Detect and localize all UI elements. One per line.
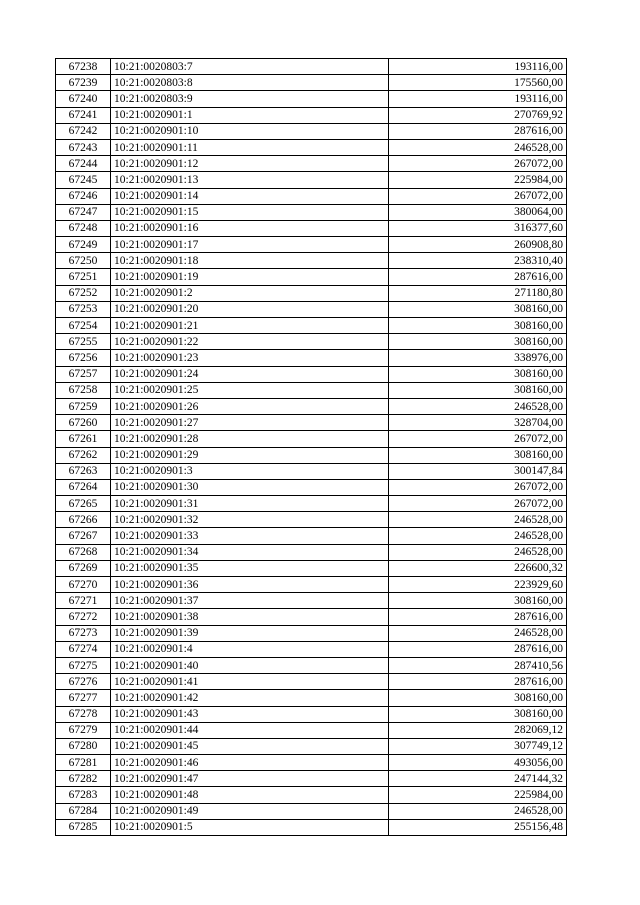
cadastral-value-cell: 226600,32: [389, 560, 567, 576]
cadastral-number-cell: 10:21:0020901:18: [111, 253, 389, 269]
cadastral-number-cell: 10:21:0020901:32: [111, 512, 389, 528]
row-number-cell: 67274: [56, 641, 111, 657]
table-row: [56, 512, 567, 528]
row-number-cell: 67265: [56, 496, 111, 512]
cadastral-number-cell: 10:21:0020901:14: [111, 188, 389, 204]
cadastral-number-cell: 10:21:0020901:16: [111, 220, 389, 236]
cadastral-number-cell: 10:21:0020901:42: [111, 690, 389, 706]
row-number-cell: 67258: [56, 382, 111, 398]
cadastral-value-cell: 308160,00: [389, 301, 567, 317]
table-row: [56, 657, 567, 673]
cadastral-value-cell: 287616,00: [389, 269, 567, 285]
cadastral-number-cell: 10:21:0020901:22: [111, 334, 389, 350]
table-row: [56, 609, 567, 625]
cadastral-value-cell: 287616,00: [389, 123, 567, 139]
table-row: [56, 139, 567, 155]
row-number-cell: 67268: [56, 544, 111, 560]
cadastral-value-cell: 338976,00: [389, 350, 567, 366]
cadastral-number-cell: 10:21:0020901:39: [111, 625, 389, 641]
row-number-cell: 67269: [56, 560, 111, 576]
cadastral-value-cell: 308160,00: [389, 318, 567, 334]
table-row: [56, 269, 567, 285]
table-row: [56, 398, 567, 414]
row-number-cell: 67249: [56, 237, 111, 253]
row-number-cell: 67273: [56, 625, 111, 641]
row-number-cell: 67252: [56, 285, 111, 301]
table-row: [56, 91, 567, 107]
table-row: [56, 123, 567, 139]
row-number-cell: 67239: [56, 75, 111, 91]
table-row: [56, 544, 567, 560]
row-number-cell: 67242: [56, 123, 111, 139]
cadastral-value-cell: 238310,40: [389, 253, 567, 269]
cadastral-value-cell: 267072,00: [389, 188, 567, 204]
cadastral-number-cell: 10:21:0020901:44: [111, 722, 389, 738]
cadastral-number-cell: 10:21:0020901:33: [111, 528, 389, 544]
row-number-cell: 67279: [56, 722, 111, 738]
cadastral-number-cell: 10:21:0020901:27: [111, 415, 389, 431]
table-row: [56, 738, 567, 754]
row-number-cell: 67244: [56, 156, 111, 172]
cadastral-value-cell: 246528,00: [389, 139, 567, 155]
cadastral-number-cell: 10:21:0020901:37: [111, 593, 389, 609]
row-number-cell: 67262: [56, 447, 111, 463]
cadastral-value-cell: 246528,00: [389, 512, 567, 528]
cadastral-number-cell: 10:21:0020901:15: [111, 204, 389, 220]
table-row: [56, 771, 567, 787]
table-row: [56, 706, 567, 722]
table-row: [56, 334, 567, 350]
cadastral-number-cell: 10:21:0020901:28: [111, 431, 389, 447]
row-number-cell: 67255: [56, 334, 111, 350]
row-number-cell: 67246: [56, 188, 111, 204]
cadastral-value-cell: 246528,00: [389, 803, 567, 819]
cadastral-number-cell: 10:21:0020901:38: [111, 609, 389, 625]
cadastral-number-cell: 10:21:0020901:46: [111, 755, 389, 771]
table-row: [56, 366, 567, 382]
cadastral-number-cell: 10:21:0020901:20: [111, 301, 389, 317]
row-number-cell: 67276: [56, 674, 111, 690]
row-number-cell: 67270: [56, 577, 111, 593]
cadastral-number-cell: 10:21:0020901:48: [111, 787, 389, 803]
table-row: [56, 819, 567, 835]
table-row: [56, 172, 567, 188]
cadastral-value-cell: 287410,56: [389, 657, 567, 673]
table-row: [56, 787, 567, 803]
cadastral-value-cell: 287616,00: [389, 641, 567, 657]
table-row: [56, 253, 567, 269]
cadastral-number-cell: 10:21:0020803:7: [111, 59, 389, 75]
cadastral-value-cell: 308160,00: [389, 334, 567, 350]
cadastral-number-cell: 10:21:0020901:47: [111, 771, 389, 787]
table-row: [56, 220, 567, 236]
cadastral-number-cell: 10:21:0020901:36: [111, 577, 389, 593]
table-body: [56, 59, 567, 836]
table-row: [56, 318, 567, 334]
table-row: [56, 107, 567, 123]
cadastral-value-cell: 193116,00: [389, 59, 567, 75]
cadastral-value-cell: 246528,00: [389, 625, 567, 641]
cadastral-value-cell: 307749,12: [389, 738, 567, 754]
cadastral-number-cell: 10:21:0020901:1: [111, 107, 389, 123]
cadastral-value-cell: 267072,00: [389, 479, 567, 495]
table-row: [56, 690, 567, 706]
row-number-cell: 67257: [56, 366, 111, 382]
row-number-cell: 67254: [56, 318, 111, 334]
cadastral-value-cell: 225984,00: [389, 787, 567, 803]
cadastral-value-cell: 270769,92: [389, 107, 567, 123]
row-number-cell: 67264: [56, 479, 111, 495]
table-row: [56, 674, 567, 690]
cadastral-value-cell: 260908,80: [389, 237, 567, 253]
table-row: [56, 75, 567, 91]
cadastral-value-cell: 308160,00: [389, 447, 567, 463]
row-number-cell: 67250: [56, 253, 111, 269]
cadastral-number-cell: 10:21:0020901:31: [111, 496, 389, 512]
cadastral-value-table: [55, 58, 567, 836]
cadastral-number-cell: 10:21:0020901:40: [111, 657, 389, 673]
cadastral-number-cell: 10:21:0020901:41: [111, 674, 389, 690]
cadastral-value-cell: 493056,00: [389, 755, 567, 771]
row-number-cell: 67243: [56, 139, 111, 155]
cadastral-value-cell: 271180,80: [389, 285, 567, 301]
row-number-cell: 67278: [56, 706, 111, 722]
cadastral-value-cell: 225984,00: [389, 172, 567, 188]
cadastral-value-cell: 223929,60: [389, 577, 567, 593]
table-row: [56, 641, 567, 657]
table-row: [56, 722, 567, 738]
table-row: [56, 382, 567, 398]
cadastral-number-cell: 10:21:0020901:24: [111, 366, 389, 382]
cadastral-value-cell: 308160,00: [389, 593, 567, 609]
table-row: [56, 463, 567, 479]
row-number-cell: 67266: [56, 512, 111, 528]
row-number-cell: 67245: [56, 172, 111, 188]
table-row: [56, 755, 567, 771]
row-number-cell: 67283: [56, 787, 111, 803]
cadastral-number-cell: 10:21:0020901:43: [111, 706, 389, 722]
cadastral-value-cell: 193116,00: [389, 91, 567, 107]
table-row: [56, 625, 567, 641]
row-number-cell: 67260: [56, 415, 111, 431]
row-number-cell: 67280: [56, 738, 111, 754]
row-number-cell: 67241: [56, 107, 111, 123]
cadastral-number-cell: 10:21:0020901:17: [111, 237, 389, 253]
cadastral-number-cell: 10:21:0020901:29: [111, 447, 389, 463]
table-row: [56, 593, 567, 609]
table-row: [56, 560, 567, 576]
row-number-cell: 67281: [56, 755, 111, 771]
cadastral-number-cell: 10:21:0020901:23: [111, 350, 389, 366]
row-number-cell: 67275: [56, 657, 111, 673]
table-row: [56, 577, 567, 593]
table-row: [56, 528, 567, 544]
row-number-cell: 67277: [56, 690, 111, 706]
cadastral-value-cell: 308160,00: [389, 382, 567, 398]
cadastral-value-cell: 380064,00: [389, 204, 567, 220]
cadastral-number-cell: 10:21:0020901:12: [111, 156, 389, 172]
cadastral-number-cell: 10:21:0020803:8: [111, 75, 389, 91]
cadastral-number-cell: 10:21:0020901:19: [111, 269, 389, 285]
table-row: [56, 447, 567, 463]
table-row: [56, 431, 567, 447]
row-number-cell: 67267: [56, 528, 111, 544]
cadastral-value-cell: 328704,00: [389, 415, 567, 431]
table-row: [56, 301, 567, 317]
cadastral-value-cell: 247144,32: [389, 771, 567, 787]
cadastral-value-cell: 282069,12: [389, 722, 567, 738]
row-number-cell: 67263: [56, 463, 111, 479]
cadastral-value-cell: 287616,00: [389, 674, 567, 690]
cadastral-number-cell: 10:21:0020901:5: [111, 819, 389, 835]
cadastral-value-cell: 267072,00: [389, 156, 567, 172]
cadastral-number-cell: 10:21:0020901:30: [111, 479, 389, 495]
cadastral-number-cell: 10:21:0020901:34: [111, 544, 389, 560]
row-number-cell: 67271: [56, 593, 111, 609]
row-number-cell: 67284: [56, 803, 111, 819]
row-number-cell: 67248: [56, 220, 111, 236]
row-number-cell: 67240: [56, 91, 111, 107]
cadastral-value-cell: 300147,84: [389, 463, 567, 479]
cadastral-number-cell: 10:21:0020901:49: [111, 803, 389, 819]
cadastral-value-cell: 267072,00: [389, 431, 567, 447]
row-number-cell: 67256: [56, 350, 111, 366]
table-row: [56, 285, 567, 301]
row-number-cell: 67282: [56, 771, 111, 787]
table-row: [56, 479, 567, 495]
cadastral-value-cell: 308160,00: [389, 366, 567, 382]
cadastral-value-cell: 246528,00: [389, 398, 567, 414]
table-row: [56, 156, 567, 172]
table-row: [56, 803, 567, 819]
cadastral-value-cell: 308160,00: [389, 690, 567, 706]
cadastral-value-cell: 255156,48: [389, 819, 567, 835]
row-number-cell: 67259: [56, 398, 111, 414]
cadastral-number-cell: 10:21:0020901:2: [111, 285, 389, 301]
cadastral-value-cell: 267072,00: [389, 496, 567, 512]
cadastral-number-cell: 10:21:0020901:11: [111, 139, 389, 155]
cadastral-number-cell: 10:21:0020901:10: [111, 123, 389, 139]
cadastral-number-cell: 10:21:0020901:3: [111, 463, 389, 479]
row-number-cell: 67272: [56, 609, 111, 625]
cadastral-number-cell: 10:21:0020901:25: [111, 382, 389, 398]
table-row: [56, 204, 567, 220]
cadastral-number-cell: 10:21:0020901:35: [111, 560, 389, 576]
row-number-cell: 67285: [56, 819, 111, 835]
row-number-cell: 67261: [56, 431, 111, 447]
cadastral-number-cell: 10:21:0020901:26: [111, 398, 389, 414]
cadastral-value-cell: 175560,00: [389, 75, 567, 91]
cadastral-value-cell: 287616,00: [389, 609, 567, 625]
row-number-cell: 67251: [56, 269, 111, 285]
table-row: [56, 350, 567, 366]
cadastral-number-cell: 10:21:0020901:4: [111, 641, 389, 657]
row-number-cell: 67247: [56, 204, 111, 220]
table-row: [56, 237, 567, 253]
table-row: [56, 188, 567, 204]
table-row: [56, 496, 567, 512]
cadastral-value-cell: 246528,00: [389, 544, 567, 560]
cadastral-number-cell: 10:21:0020901:21: [111, 318, 389, 334]
cadastral-value-cell: 316377,60: [389, 220, 567, 236]
cadastral-number-cell: 10:21:0020803:9: [111, 91, 389, 107]
cadastral-number-cell: 10:21:0020901:45: [111, 738, 389, 754]
row-number-cell: 67253: [56, 301, 111, 317]
cadastral-number-cell: 10:21:0020901:13: [111, 172, 389, 188]
row-number-cell: 67238: [56, 59, 111, 75]
cadastral-value-cell: 308160,00: [389, 706, 567, 722]
table-row: [56, 415, 567, 431]
table-row: [56, 59, 567, 75]
cadastral-value-cell: 246528,00: [389, 528, 567, 544]
